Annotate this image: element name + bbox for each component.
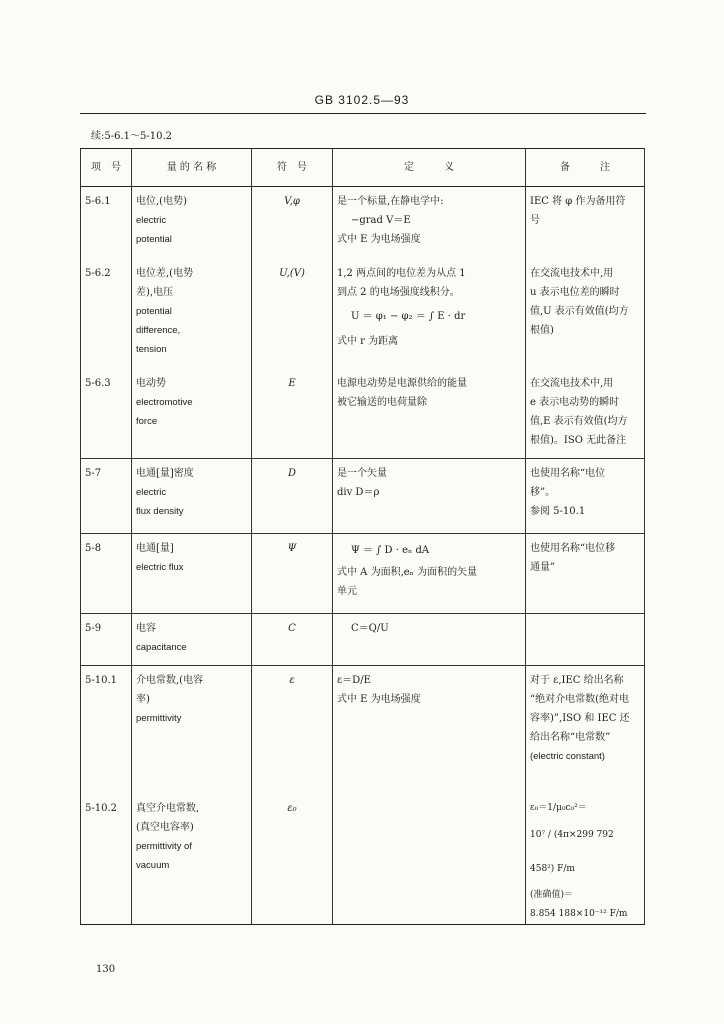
item-number: 5-6.1 [81,187,132,259]
remark: ε₀＝1/μ₀c₀²＝ 10⁷ / (4π×299 792 458²) F/m (准确值)＝ 8.854 188×10⁻¹² F/m [526,794,645,925]
quantity-symbol: Ψ [252,534,333,614]
quantity-name: 电通[量]密度 electric flux density [132,459,252,534]
table-row [81,614,645,666]
definition: 电源电动势是电源供给的能量 被它输送的电荷量除 [333,369,526,459]
definition [333,794,526,925]
item-number: 5-7 [81,459,132,534]
quantity-symbol: ε₀ [252,794,333,925]
item-number: 5-9 [81,614,132,666]
quantity-name: 电通[量] electric flux [132,534,252,614]
definition: 是一个矢量 div D＝ρ [333,459,526,534]
quantity-name: 电位差,(电势 差),电压 potential difference, tension [132,259,252,369]
quantity-name: 电容 capacitance [132,614,252,666]
quantity-symbol: V,φ [252,187,333,259]
table-row [81,187,645,259]
definition: C＝Q/U [333,614,526,666]
quantity-symbol: C [252,614,333,666]
remark: 在交流电技术中,用 u 表示电位差的瞬时 值,U 表示有效值(均方 根值) [526,259,645,369]
quantity-name: 电位,(电势) electric potential [132,187,252,259]
table-row [81,534,645,614]
definition: Ψ ＝ ∫ D · eₙ dA 式中 A 为面积,eₙ 为面积的矢量 单元 [333,534,526,614]
col-header-definition: 定 义 [333,149,526,187]
definition: 1,2 两点间的电位差为从点 1 到点 2 的电场强度线积分。 U ＝ φ₁ − φ₂ ＝ ∫ E · dr 式中 r 为距离 [333,259,526,369]
table-row [81,666,645,794]
item-number: 5-6.3 [81,369,132,459]
definition: ε＝D/E 式中 E 为电场强度 [333,666,526,794]
quantity-symbol: ε [252,666,333,794]
quantity-symbol: D [252,459,333,534]
table-row [81,259,645,369]
col-header-remark: 备 注 [526,149,645,187]
quantity-table [80,148,645,925]
item-number: 5-6.2 [81,259,132,369]
definition: 是一个标量,在静电学中: −grad V＝E 式中 E 为电场强度 [333,187,526,259]
col-header-number: 项 号 [81,149,132,187]
standard-code-header: GB 3102.5—93 [314,93,410,107]
quantity-symbol: U,(V) [252,259,333,369]
quantity-symbol: E [252,369,333,459]
quantity-name: 真空介电常数, (真空电容率) permittivity of vacuum [132,794,252,925]
continued-label: 续:5-6.1～5-10.2 [91,131,173,142]
remark: 也使用名称“电位移 通量” [526,534,645,614]
remark [526,614,645,666]
quantity-name: 介电常数,(电容 率) permittivity [132,666,252,794]
quantity-name: 电动势 electromotive force [132,369,252,459]
remark: 也使用名称“电位 移”。 参阅 5-10.1 [526,459,645,534]
item-number: 5-8 [81,534,132,614]
table-row [81,369,645,459]
item-number: 5-10.1 [81,666,132,794]
table-row [81,459,645,534]
remark: 对于 ε,IEC 给出名称 “绝对介电常数(绝对电 容率)”,ISO 和 IEC 还 给出名称“电常数” (electric constant) [526,666,645,794]
page-number: 130 [96,964,116,975]
table-row [81,794,645,925]
remark: IEC 将 φ 作为备用符 号 [526,187,645,259]
col-header-symbol: 符 号 [252,149,333,187]
remark: 在交流电技术中,用 e 表示电动势的瞬时 值,E 表示有效值(均方 根值)。ISO 无此备注 [526,369,645,459]
header-rule [80,113,646,114]
item-number: 5-10.2 [81,794,132,925]
col-header-name: 量 的 名 称 [132,149,252,187]
